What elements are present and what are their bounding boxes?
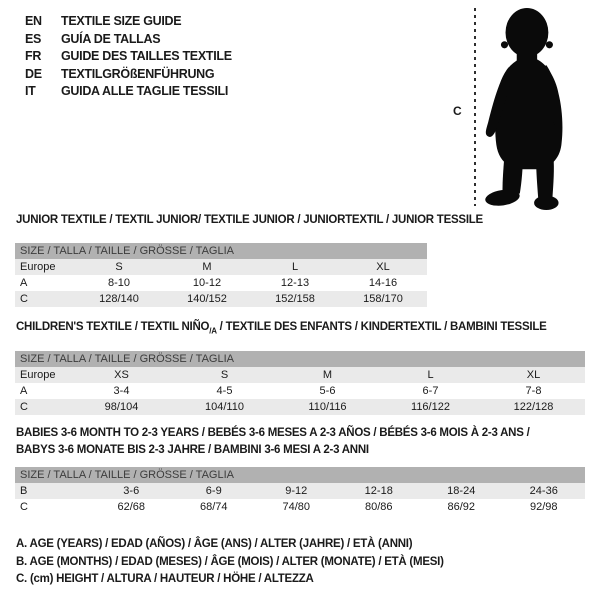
table-cell: 24-36 <box>529 485 558 497</box>
lang-code: EN <box>25 14 42 28</box>
lang-label: GUIDA ALLE TAGLIE TESSILI <box>61 84 229 98</box>
table-cell: XL <box>376 261 390 273</box>
table-cell: 5-6 <box>319 385 336 398</box>
table-cell: XS <box>114 369 129 382</box>
table-cell: S <box>115 261 123 273</box>
table-cell: 80/86 <box>364 501 393 513</box>
table-cell: 14-16 <box>368 277 398 289</box>
table-cell: 158/170 <box>363 293 403 305</box>
table-cell: M <box>322 369 333 382</box>
babies-textile-section <box>15 425 585 515</box>
lang-row-es <box>25 31 232 49</box>
size-header-label: SIZE / TALLA / TAILLE / GRÖSSE / TAGLIA <box>15 243 427 259</box>
lang-row-de <box>25 66 232 84</box>
row-label: Europe <box>20 369 56 382</box>
size-header-bar <box>15 243 427 259</box>
children-title-sub: /A <box>209 326 217 336</box>
table-cell: M <box>202 261 212 273</box>
size-header-label: SIZE / TALLA / TAILLE / GRÖSSE / TAGLIA <box>15 467 585 483</box>
table-cell: 92/98 <box>529 501 558 513</box>
row-label: Europe <box>20 261 56 273</box>
table-cell: 18-24 <box>447 485 476 497</box>
table-cell: 122/128 <box>513 401 554 414</box>
footnote-a: A. AGE (YEARS) / EDAD (AÑOS) / ÂGE (ANS) / ALTER (JAHRE) / ETÀ (ANNI) <box>16 538 413 550</box>
table-row <box>15 291 427 307</box>
height-measure-dashed-line <box>474 8 476 206</box>
table-row <box>15 275 427 291</box>
table-cell: 104/110 <box>205 401 244 414</box>
lang-label: TEXTILE SIZE GUIDE <box>61 14 182 28</box>
junior-textile-section <box>15 212 483 307</box>
baby-silhouette-icon <box>479 6 581 210</box>
table-cell: L <box>291 261 299 273</box>
table-cell: 68/74 <box>199 501 228 513</box>
size-header-bar <box>15 467 585 483</box>
language-title-list <box>25 13 232 101</box>
table-cell: 3-6 <box>123 485 140 497</box>
table-cell: 10-12 <box>192 277 222 289</box>
row-label: B <box>20 485 28 497</box>
lang-code: IT <box>25 84 36 98</box>
lang-label: GUIDE DES TAILLES TEXTILE <box>61 49 232 63</box>
table-row <box>15 367 585 383</box>
table-row <box>15 499 585 515</box>
table-cell: 140/152 <box>187 293 227 305</box>
babies-size-table <box>15 467 585 515</box>
babies-table-title-line2: BABYS 3-6 MONATE BIS 2-3 JAHRE / BAMBINI 3-6 MESI A 2-3 ANNI <box>16 444 369 456</box>
lang-row-fr <box>25 48 232 66</box>
table-cell: 8-10 <box>107 277 131 289</box>
children-size-table <box>15 351 585 415</box>
lang-row-it <box>25 83 232 101</box>
row-label: C <box>20 501 28 513</box>
junior-size-table <box>15 243 427 307</box>
table-cell: 62/68 <box>117 501 146 513</box>
table-cell: 152/158 <box>275 293 315 305</box>
table-cell: 116/122 <box>411 401 450 414</box>
lang-row-en <box>25 13 232 31</box>
children-title-part1: CHILDREN'S TEXTILE / TEXTIL NIÑO <box>16 321 210 333</box>
children-textile-section <box>15 319 585 415</box>
size-header-bar <box>15 351 585 367</box>
table-cell: 12-18 <box>364 485 393 497</box>
row-label: C <box>20 293 28 305</box>
footnotes <box>16 536 444 589</box>
table-row <box>15 483 585 499</box>
table-cell: S <box>220 369 229 382</box>
table-cell: 86/92 <box>447 501 476 513</box>
table-cell: 7-8 <box>525 385 542 398</box>
lang-label: TEXTILGRÖßENFÜHRUNG <box>61 66 215 81</box>
table-cell: XL <box>526 369 541 382</box>
table-cell: 6-9 <box>205 485 222 497</box>
lang-code: FR <box>25 49 42 63</box>
table-cell: 4-5 <box>216 385 233 398</box>
lang-code: ES <box>25 31 42 46</box>
row-label: A <box>20 277 28 289</box>
table-cell: L <box>427 369 434 382</box>
table-cell: 74/80 <box>282 501 311 513</box>
table-cell: 110/116 <box>308 401 347 414</box>
table-row <box>15 259 427 275</box>
lang-code: DE <box>25 66 42 81</box>
children-table-title <box>16 319 585 339</box>
table-cell: 12-13 <box>280 277 310 289</box>
babies-table-title-line1: BABIES 3-6 MONTH TO 2-3 YEARS / BEBÉS 3-6 MESES A 2-3 AÑOS / BÉBÉS 3-6 MOIS À 2-3 ANS / <box>16 427 530 439</box>
table-cell: 9-12 <box>285 485 308 497</box>
lang-label: GUÍA DE TALLAS <box>61 31 161 46</box>
table-row <box>15 383 585 399</box>
footnote-b: B. AGE (MONTHS) / EDAD (MESES) / ÂGE (MOIS) / ALTER (MONATE) / ETÀ (MESI) <box>16 555 444 568</box>
children-title-part2: / TEXTILE DES ENFANTS / KINDERTEXTIL / BAMBINI TESSILE <box>216 321 547 333</box>
size-header-label: SIZE / TALLA / TAILLE / GRÖSSE / TAGLIA <box>15 351 585 367</box>
table-cell: 6-7 <box>422 385 439 398</box>
table-row <box>15 399 585 415</box>
table-cell: 98/104 <box>104 401 139 414</box>
row-label: A <box>20 385 28 398</box>
height-measure-label: C <box>453 104 462 118</box>
junior-table-title: JUNIOR TEXTILE / TEXTIL JUNIOR/ TEXTILE JUNIOR / JUNIORTEXTIL / JUNIOR TESSILE <box>16 214 483 226</box>
row-label: C <box>20 401 28 414</box>
table-cell: 128/140 <box>99 293 139 305</box>
table-cell: 3-4 <box>113 385 130 398</box>
footnote-c: C. (cm) HEIGHT / ALTURA / HAUTEUR / HÖHE / ALTEZZA <box>16 573 314 585</box>
